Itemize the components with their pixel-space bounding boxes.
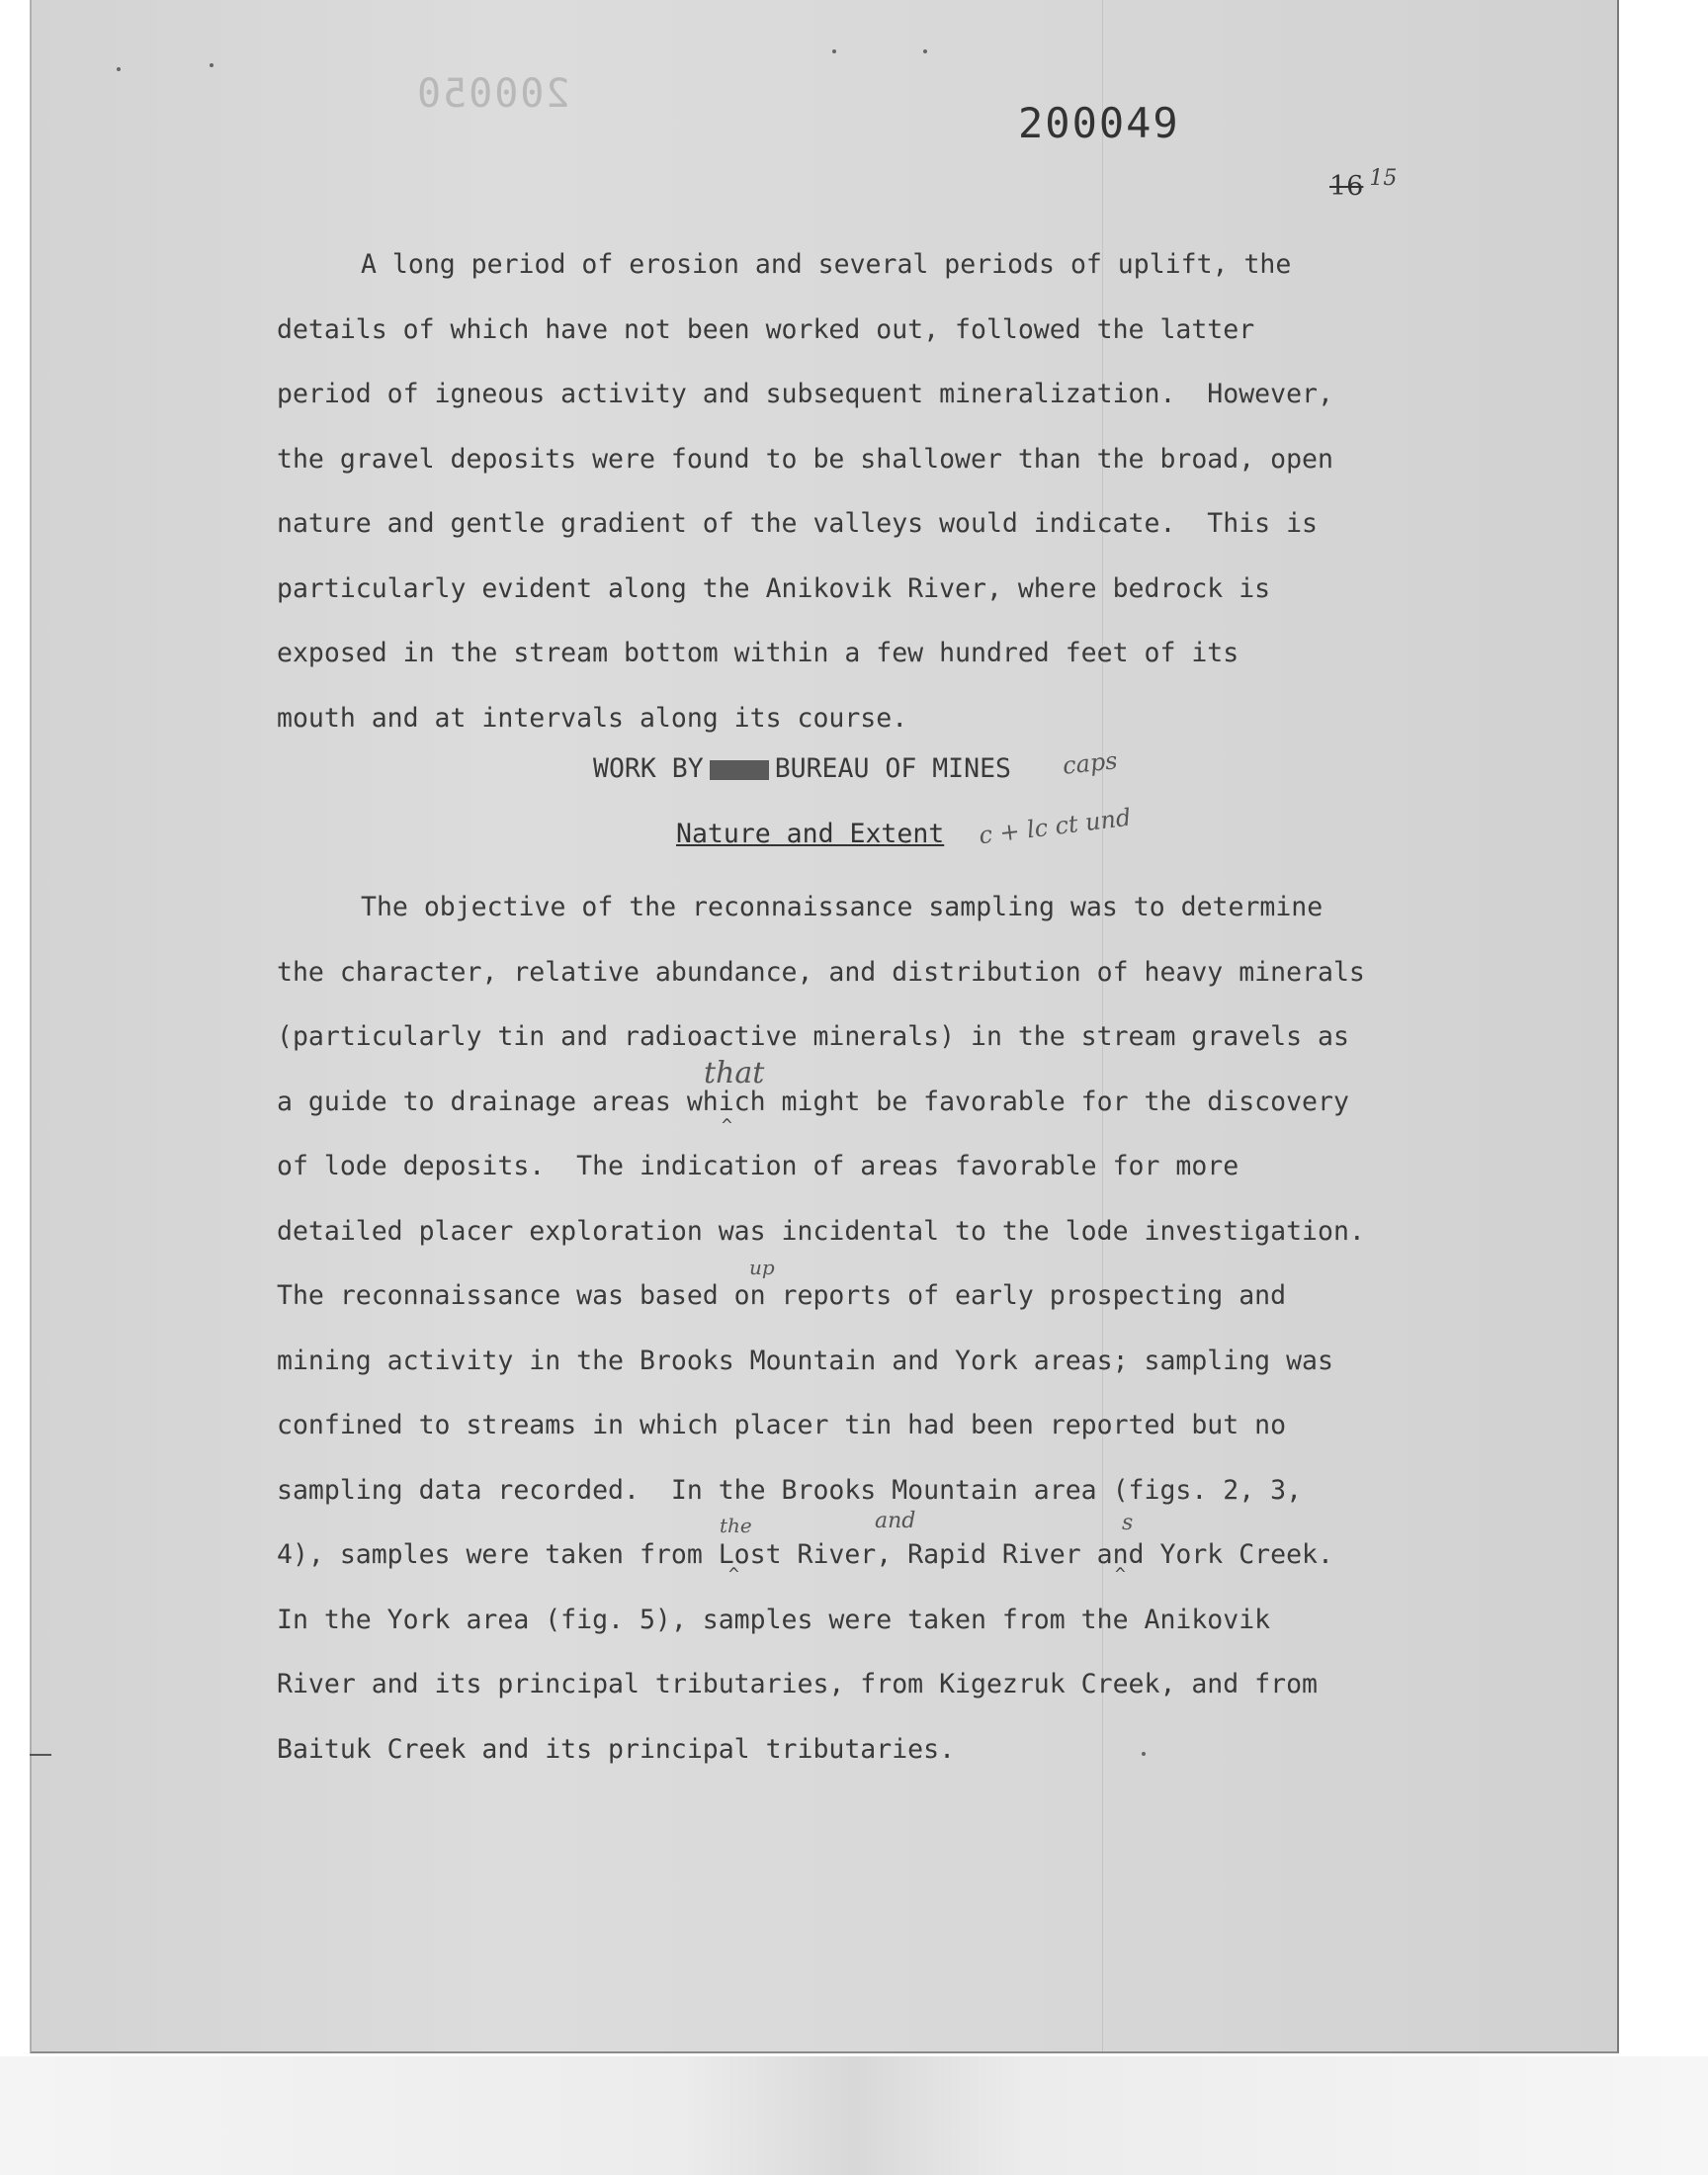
text-line: mining activity in the Brooks Mountain and York areas; sampling was	[277, 1345, 1333, 1376]
scanner-strip	[0, 2056, 1708, 2175]
text-line: mouth and at intervals along its course.	[277, 702, 908, 734]
page-number-struck: 16	[1329, 171, 1364, 202]
handwritten-insert-that: that	[704, 1056, 765, 1090]
text-line: particularly evident along the Anikovik River, where bedrock is	[277, 572, 1271, 604]
text-line: exposed in the stream bottom within a few hundred feet of its	[277, 638, 1239, 668]
text-line: (particularly tin and radioactive minerals) in the stream gravels as	[277, 1021, 1349, 1052]
handwritten-insert-up: up	[749, 1256, 775, 1279]
bleed-through-number: 200050	[415, 71, 570, 117]
text-line: of lode deposits. The indication of areas favorable for more	[277, 1151, 1239, 1181]
handwritten-insert-the: the	[720, 1514, 752, 1537]
scan-speck	[117, 67, 121, 71]
paragraph-2	[277, 875, 1463, 1782]
redaction-blot	[710, 760, 769, 780]
insert-caret: ^	[722, 1115, 732, 1136]
text-line: details of which have not been worked out, followed the latter	[277, 313, 1255, 345]
text-line: A long period of erosion and several periods of uplift, the	[361, 249, 1292, 280]
handwritten-insert-s: s	[1122, 1511, 1134, 1535]
text-line: confined to streams in which placer tin had been reported but no	[277, 1410, 1287, 1440]
text-line: River and its principal tributaries, from Kigezruk Creek, and from	[277, 1669, 1318, 1699]
section-heading	[593, 753, 1011, 784]
paragraph-1	[277, 232, 1463, 750]
text-line: the gravel deposits were found to be shallower than the broad, open	[277, 443, 1333, 475]
scan-speck	[832, 49, 836, 53]
scan-speck	[210, 63, 214, 67]
handwritten-insert-and: and	[875, 1509, 916, 1533]
text-line: sampling data recorded. In the Brooks Mountain area (figs. 2, 3,	[277, 1474, 1303, 1506]
text-line: The reconnaissance was based on reports of early prospecting and	[277, 1280, 1287, 1311]
scan-speck	[923, 49, 927, 53]
text-line: period of igneous activity and subsequent mineralization. However,	[277, 379, 1333, 409]
text-line: nature and gentle gradient of the valleys would indicate. This is	[277, 508, 1318, 539]
handwritten-format-note: c + lc ct und	[977, 803, 1133, 850]
section-heading-after: BUREAU OF MINES	[774, 753, 1012, 784]
text-line: a guide to drainage areas which might be favorable for the discovery	[277, 1086, 1349, 1117]
document-number: 200049	[1018, 99, 1180, 147]
margin-mark	[30, 1754, 51, 1756]
page-number	[1329, 166, 1397, 202]
text-line: the character, relative abundance, and distribution of heavy minerals	[277, 956, 1365, 988]
text-line: In the York area (fig. 5), samples were taken from the Anikovik	[277, 1604, 1271, 1635]
subheading: Nature and Extent	[676, 819, 945, 849]
section-heading-before: WORK BY	[593, 753, 704, 784]
insert-caret: ^	[1115, 1564, 1126, 1585]
page-number-handwritten: 15	[1369, 166, 1398, 191]
text-line: Baituk Creek and its principal tributaries.	[277, 1733, 956, 1765]
text-line: detailed placer exploration was incidental to the lode investigation.	[277, 1215, 1365, 1247]
text-line: 4), samples were taken from Lost River, Rapid River and York Creek.	[277, 1539, 1333, 1570]
handwritten-caps-note: caps	[1061, 746, 1119, 780]
text-line: The objective of the reconnaissance sampling was to determine	[361, 892, 1324, 922]
insert-caret: ^	[728, 1564, 739, 1585]
